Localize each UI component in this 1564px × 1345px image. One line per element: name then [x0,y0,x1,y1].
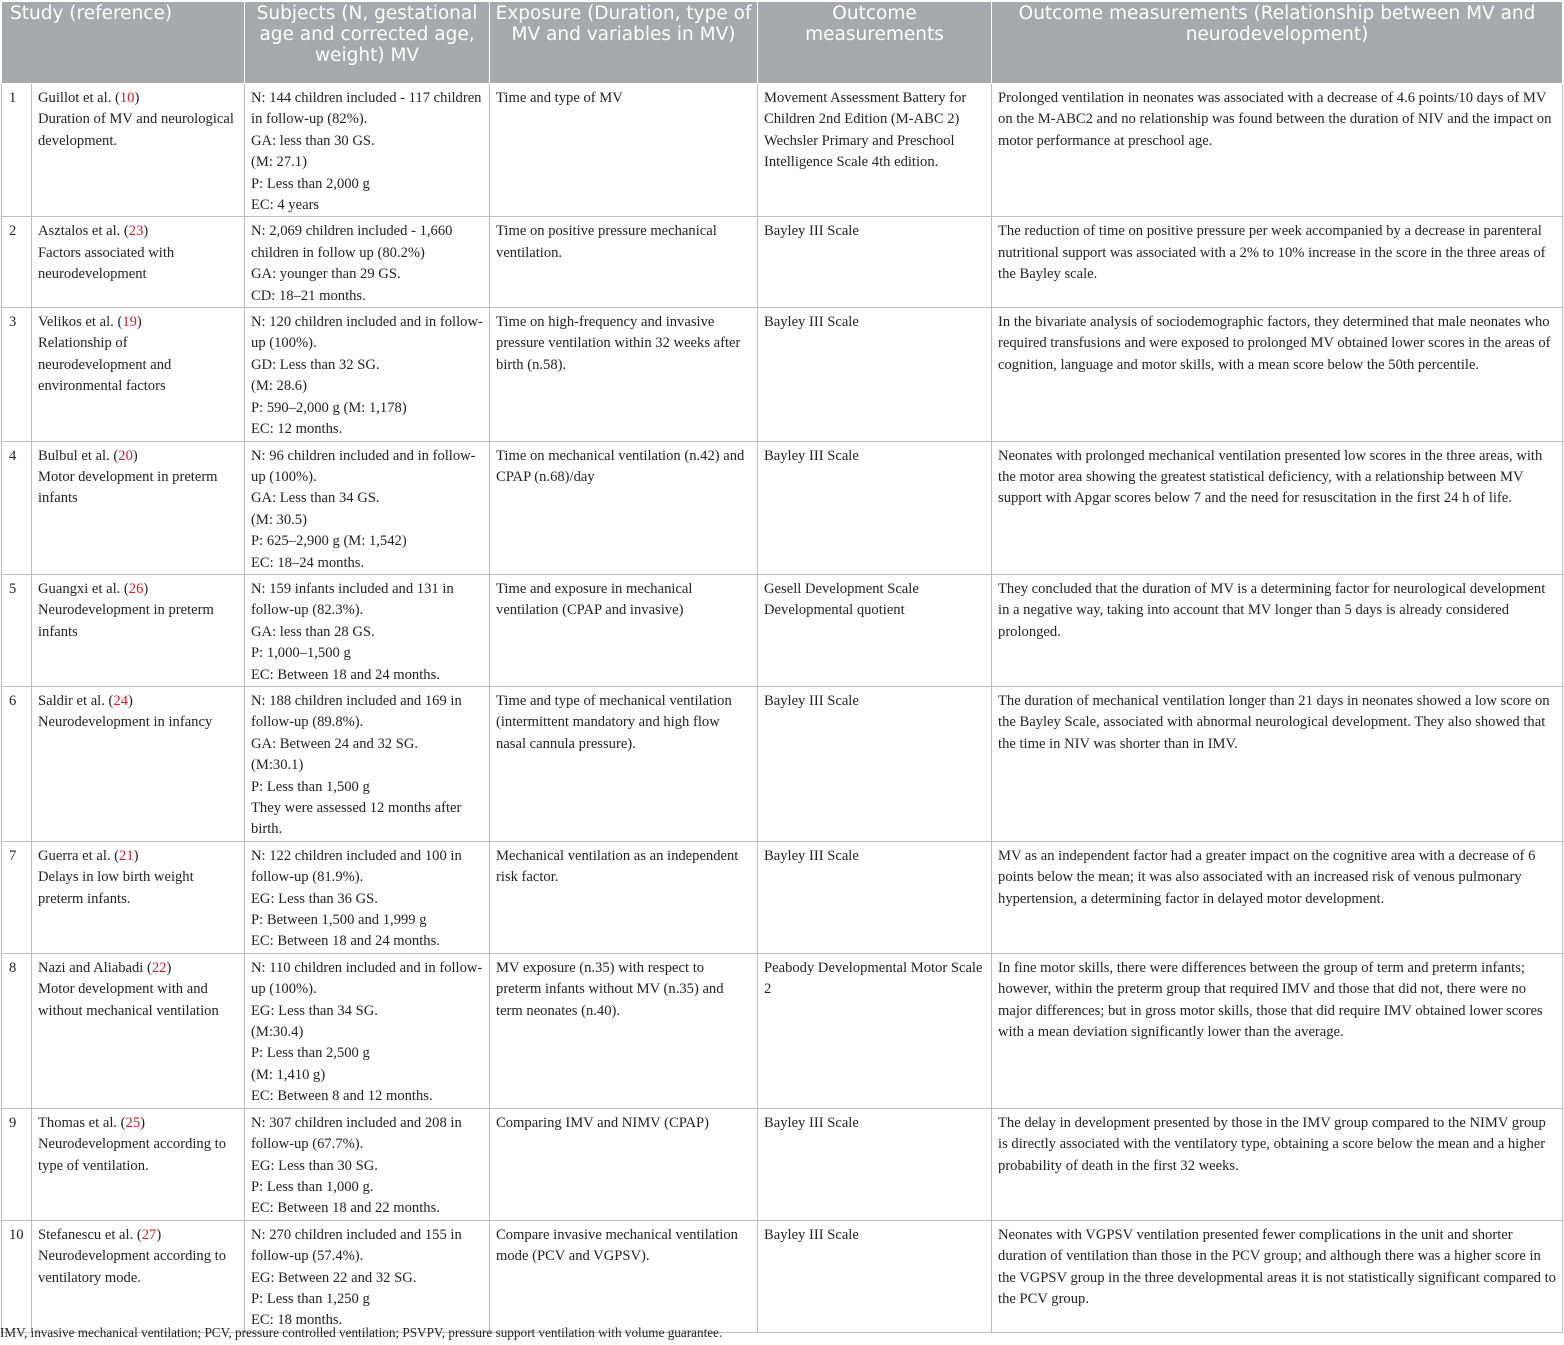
table-row [2,441,1563,574]
study-cell [32,1108,245,1220]
exposure-cell: Time on high-frequency and invasive pressure ventilation within 32 weeks after birth (n.58). [490,308,758,441]
study-author [38,1225,238,1246]
subjects-line: EC: 12 months. [251,421,343,438]
header-exposure: Exposure (Duration, type of MV and variables in MV) [490,2,758,84]
subjects-cell [245,1108,490,1220]
table-row [2,574,1563,686]
study-title: Neurodevelopment in infancy [38,714,213,731]
author-name: Saldir et al. ( [38,692,114,709]
header-outcome: Outcome measurements [758,2,992,84]
subjects-cell [245,217,490,308]
subjects-line: P: 1,000–1,500 g [251,645,351,662]
row-number: 9 [2,1108,32,1220]
reference-close: ) [127,692,133,709]
subjects-cell [245,308,490,441]
subjects-cell [245,953,490,1108]
subjects-line: CD: 18–21 months. [251,287,366,304]
subjects-line: EC: Between 18 and 22 months. [251,1200,440,1217]
study-cell [32,441,245,574]
header-row [2,2,1563,84]
subjects-line: P: 590–2,000 g (M: 1,178) [251,399,407,416]
relationship-cell: MV as an independent factor had a greater impact on the cognitive area with a decrease of 6 points below the mean; it was also associated with an increased risk of venous pulmonary hypertension, a determining factor in delayed motor development. [992,841,1563,953]
table-body [2,84,1563,1333]
reference-link[interactable]: 25 [125,1114,141,1131]
reference-close: ) [143,580,149,597]
subjects-line: N: 96 children included and in follow-up (100%). [251,447,476,485]
subjects-line: (M: 30.5) [251,511,307,528]
study-title: Neurodevelopment according to ventilatory mode. [38,1248,227,1286]
subjects-line: GD: Less than 32 SG. [251,356,380,373]
subjects-line: GA: Between 24 and 32 SG. [251,735,419,752]
subjects-line: GA: less than 28 GS. [251,623,375,640]
exposure-cell: Time on positive pressure mechanical ventilation. [490,217,758,308]
relationship-cell: Prolonged ventilation in neonates was associated with a decrease of 4.6 points/10 days of MV on the M-ABC2 and no relationship was found between the duration of NIV and the impact on motor performance at preschool age. [992,84,1563,217]
reference-close: ) [133,847,139,864]
subjects-line: (M:30.1) [251,757,304,774]
subjects-line: N: 144 children included - 117 children in follow-up (82%). [251,90,482,128]
author-name: Stefanescu et al. ( [38,1226,142,1243]
header-subjects: Subjects (N, gestational age and corrected age, weight) MV [245,2,490,84]
reference-link[interactable]: 24 [113,692,128,709]
subjects-line: P: Less than 1,500 g [251,778,370,795]
subjects-cell [245,574,490,686]
study-title: Motor development in preterm infants [38,468,218,507]
study-title: Motor development with and without mechanical ventilation [38,981,219,1019]
study-author [38,1113,238,1134]
subjects-line: N: 122 children included and 100 in follow-up (81.9%). [251,847,462,886]
relationship-cell: Neonates with VGPSV ventilation presented fewer complications in the unit and shorter duration of ventilation than those in the PCV group; and although there was a higher score in the VGPSV group in the three developmental areas it is not statistically significant compared to the PCV group. [992,1220,1563,1332]
table-row [2,686,1563,841]
outcome-cell: Movement Assessment Battery for Children 2nd Edition (M-ABC 2) Wechsler Primary and Preschool Intelligence Scale 4th edition. [758,84,992,217]
reference-link[interactable]: 27 [141,1226,157,1243]
subjects-cell [245,686,490,841]
reference-link[interactable]: 26 [128,580,144,597]
outcome-cell: Bayley III Scale [758,686,992,841]
outcome-cell: Gesell Development Scale Developmental quotient [758,574,992,686]
author-name: Thomas et al. ( [38,1114,126,1131]
subjects-line: N: 188 children included and 169 in follow-up (89.8%). [251,692,462,731]
subjects-line: EC: Between 8 and 12 months. [251,1088,433,1105]
subjects-line: They were assessed 12 months after birth. [251,800,462,838]
subjects-line: P: Less than 2,000 g [251,175,370,192]
subjects-line: EG: Less than 36 GS. [251,890,378,907]
reference-link[interactable]: 20 [118,447,133,464]
subjects-line: N: 159 infants included and 131 in follow-up (82.3%). [251,580,454,619]
exposure-cell: Time on mechanical ventilation (n.42) and CPAP (n.68)/day [490,441,758,574]
reference-close: ) [132,447,138,464]
subjects-line: N: 120 children included and in follow-up (100%). [251,314,483,352]
reference-link[interactable]: 22 [151,959,167,976]
outcome-cell: Bayley III Scale [758,841,992,953]
outcome-cell: Peabody Developmental Motor Scale 2 [758,953,992,1108]
subjects-line: GA: less than 30 GS. [251,132,375,149]
study-title: Relationship of neurodevelopment and environmental factors [38,335,172,395]
outcome-cell: Bayley III Scale [758,308,992,441]
exposure-cell: Compare invasive mechanical ventilation mode (PCV and VGPSV). [490,1220,758,1332]
reference-close: ) [166,959,172,976]
subjects-line: EC: Between 18 and 24 months. [251,666,440,683]
row-number: 5 [2,574,32,686]
table-footnote: IMV, invasive mechanical ventilation; PCV, pressure controlled ventilation; PSVPV, pressure support ventilation with volume guarantee. [0,1325,723,1340]
study-author [38,691,238,712]
table-header [2,2,1563,84]
subjects-line: EG: Less than 30 SG. [251,1157,378,1174]
exposure-cell: Time and type of mechanical ventilation (intermittent mandatory and high flow nasal cannula pressure). [490,686,758,841]
study-author [38,846,238,867]
table-row [2,841,1563,953]
study-cell [32,953,245,1108]
subjects-line: EC: 18–24 months. [251,554,365,571]
row-number: 2 [2,217,32,308]
table-row [2,1220,1563,1332]
subjects-line: GA: Less than 34 GS. [251,490,380,507]
subjects-line: P: Less than 1,250 g [251,1290,370,1307]
subjects-line: (M:30.4) [251,1024,304,1041]
study-cell [32,1220,245,1332]
subjects-cell [245,441,490,574]
author-name: Bulbul et al. ( [38,447,119,464]
header-study: Study (reference) [2,2,245,84]
subjects-cell [245,841,490,953]
row-number: 6 [2,686,32,841]
reference-close: ) [136,314,142,331]
study-title: Neurodevelopment according to type of ventilation. [38,1136,227,1174]
row-number: 10 [2,1220,32,1332]
subjects-line: (M: 1,410 g) [251,1066,326,1083]
exposure-cell: MV exposure (n.35) with respect to preterm infants without MV (n.35) and term neonates (n.40). [490,953,758,1108]
subjects-line: EC: 4 years [251,197,320,214]
table-row [2,308,1563,441]
author-name: Guillot et al. ( [38,90,120,106]
exposure-cell: Comparing IMV and NIMV (CPAP) [490,1108,758,1220]
study-cell [32,217,245,308]
reference-link[interactable]: 10 [119,90,135,106]
author-name: Nazi and Aliabadi ( [38,959,152,976]
study-author [38,579,238,600]
subjects-cell [245,84,490,217]
reference-link[interactable]: 21 [119,847,134,864]
study-cell [32,841,245,953]
subjects-line: EG: Less than 34 SG. [251,1002,378,1019]
table-row [2,1108,1563,1220]
study-cell [32,686,245,841]
reference-close: ) [134,90,140,106]
reference-link[interactable]: 23 [128,223,144,240]
study-cell [32,308,245,441]
subjects-line: EC: 18 months. [251,1312,343,1329]
reference-link[interactable]: 19 [122,314,137,331]
relationship-cell: The delay in development presented by those in the IMV group compared to the NIMV group is directly associated with the ventilatory type, obtaining a score below the mean and a higher probability of death in the first 32 weeks. [992,1108,1563,1220]
author-name: Asztalos et al. ( [38,223,129,240]
row-number: 7 [2,841,32,953]
relationship-cell: In the bivariate analysis of sociodemographic factors, they determined that male neonates who required transfusions and were exposed to prolonged MV obtained lower scores in the areas of cognition, language and motor skills, with a mean score below the 50th percentile. [992,308,1563,441]
study-cell [32,84,245,217]
subjects-line: GA: younger than 29 GS. [251,266,401,283]
study-title: Delays in low birth weight preterm infants. [38,869,194,907]
subjects-line: N: 110 children included and in follow-up (100%). [251,959,483,998]
reference-close: ) [156,1226,162,1243]
row-number: 4 [2,441,32,574]
subjects-line: N: 2,069 children included - 1,660 children in follow up (80.2%) [251,223,453,261]
row-number: 1 [2,84,32,217]
subjects-line: P: Less than 2,500 g [251,1045,370,1062]
subjects-line: (M: 28.6) [251,378,307,395]
study-title: Neurodevelopment in preterm infants [38,602,214,640]
subjects-line: P: 625–2,900 g (M: 1,542) [251,533,407,550]
table-row [2,217,1563,308]
subjects-line: N: 307 children included and 208 in follow-up (67.7%). [251,1114,462,1153]
study-author [38,446,238,467]
relationship-cell: In fine motor skills, there were differences between the group of term and preterm infants; however, within the preterm group that required IMV and those that did not, there were no major differences; but in gross motor skills, those that did require IMV obtained lower scores with a mean deviation significantly lower than the average. [992,953,1563,1108]
reference-close: ) [140,1114,146,1131]
outcome-cell: Bayley III Scale [758,441,992,574]
study-author [38,958,238,979]
subjects-cell [245,1220,490,1332]
row-number: 3 [2,308,32,441]
outcome-cell: Bayley III Scale [758,217,992,308]
exposure-cell: Time and exposure in mechanical ventilation (CPAP and invasive) [490,574,758,686]
outcome-cell: Bayley III Scale [758,1108,992,1220]
relationship-cell: The reduction of time on positive pressure per week accompanied by a decrease in parenteral nutritional support was associated with a 2% to 10% increase in the score in the three areas of the Bayley scale. [992,217,1563,308]
table-row [2,953,1563,1108]
subjects-line: EC: Between 18 and 24 months. [251,933,440,950]
subjects-line: (M: 27.1) [251,154,307,171]
relationship-cell: The duration of mechanical ventilation longer than 21 days in neonates showed a low score on the Bayley Scale, associated with abnormal neurological development. They also showed that the time in NIV was shorter than in IMV. [992,686,1563,841]
row-number: 8 [2,953,32,1108]
subjects-line: P: Between 1,500 and 1,999 g [251,912,427,929]
outcome-cell: Bayley III Scale [758,1220,992,1332]
exposure-cell: Mechanical ventilation as an independent risk factor. [490,841,758,953]
table-row [2,84,1563,217]
studies-table [1,1,1563,1333]
subjects-line: N: 270 children included and 155 in follow-up (57.4%). [251,1226,462,1265]
study-author [38,221,238,242]
relationship-cell: Neonates with prolonged mechanical ventilation presented low scores in the three areas, with the motor area showing the greatest statistical deficiency, with a relationship between MV support with Apgar scores below 7 and the need for resuscitation in the first 24 h of life. [992,441,1563,574]
study-title: Factors associated with neurodevelopment [38,244,175,283]
reference-close: ) [143,223,149,240]
header-relationship: Outcome measurements (Relationship between MV and neurodevelopment) [992,2,1563,84]
subjects-line: EG: Between 22 and 32 SG. [251,1269,417,1286]
exposure-cell: Time and type of MV [490,84,758,217]
study-author [38,312,238,333]
study-title: Duration of MV and neurological development. [38,111,234,149]
author-name: Guerra et al. ( [38,847,120,864]
author-name: Velikos et al. ( [38,314,123,331]
study-author [38,88,238,109]
relationship-cell: They concluded that the duration of MV is a determining factor for neurological development in a negative way, taking into account that MV longer than 5 days is already considered prolonged. [992,574,1563,686]
author-name: Guangxi et al. ( [38,580,129,597]
study-cell [32,574,245,686]
subjects-line: P: Less than 1,000 g. [251,1178,374,1195]
